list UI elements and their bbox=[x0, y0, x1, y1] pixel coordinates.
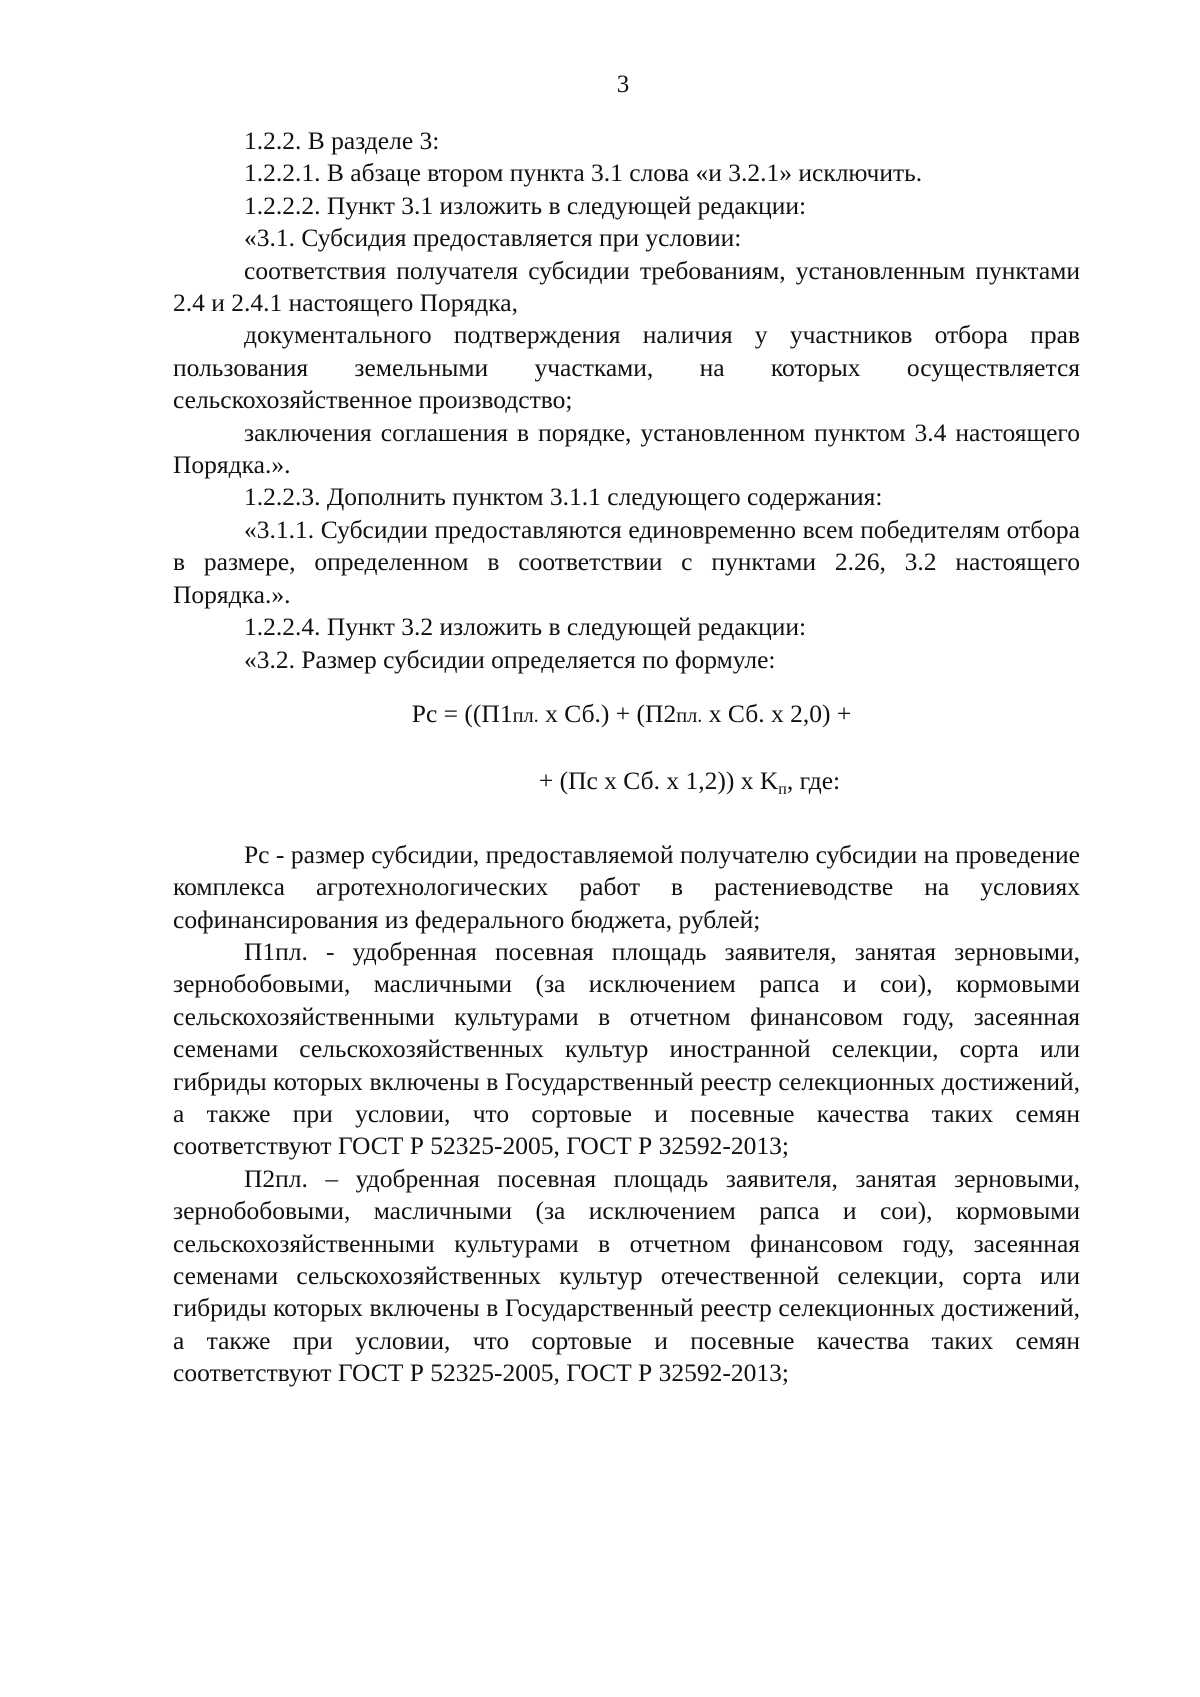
definition-rs: Рс - размер субсидии, предоставляемой получателю субсидии на проведение комплекса агротехнологических работ в растениеводстве на условиях софинансирования из федерального бюджета, рублей; bbox=[173, 839, 1080, 934]
formula-subscript: пл. bbox=[676, 704, 703, 727]
paragraph-1-2-2-2: 1.2.2.2. Пункт 3.1 изложить в следующей редакции: bbox=[244, 190, 807, 220]
formula-part: , где: bbox=[786, 766, 841, 796]
formula-part: Рс = ((П1 bbox=[411, 698, 513, 728]
paragraph-condition-1: соответствия получателя субсидии требованиям, установленным пунктами 2.4 и 2.4.1 настоящего Порядка, bbox=[173, 255, 1080, 318]
formula-line-2 bbox=[173, 765, 1080, 806]
paragraph-3-2-heading: «3.2. Размер субсидии определяется по формуле: bbox=[244, 644, 776, 674]
paragraph-1-2-2: 1.2.2. В разделе 3: bbox=[244, 126, 440, 155]
paragraph-1-2-2-4: 1.2.2.4. Пункт 3.2 изложить в следующей редакции: bbox=[244, 612, 807, 642]
formula-subscript: пл. bbox=[512, 704, 539, 727]
page-number: 3 bbox=[616, 71, 630, 98]
document-body bbox=[173, 125, 1080, 1390]
paragraph-1-2-2-3: 1.2.2.3. Дополнить пунктом 3.1.1 следующего содержания: bbox=[244, 482, 883, 512]
paragraph-3-1-1: «3.1.1. Субсидии предоставляются единовременно всем победителям отбора в размере, определенном в соответствии с пунктами 2.26, 3.2 настоящего Порядка.». bbox=[173, 514, 1080, 609]
definition-p2pl: П2пл. – удобренная посевная площадь заявителя, занятая зерновыми, зернобобовыми, масличными (за исключением рапса и сои), кормовыми сельскохозяйственными культурами в отчетном финансовом году, засеянная семенами сельскохозяйственных культур отечественной селекции, сорта или гибриды которых включены в Государственный реестр селекционных достижений, а также при условии, что сортовые и посевные качества таких семян соответствуют ГОСТ Р 52325-2005, ГОСТ Р 32592-2013; bbox=[173, 1163, 1080, 1388]
formula-part: х Сб.) + (П2 bbox=[538, 698, 677, 728]
paragraph-condition-3: заключения соглашения в порядке, установленном пунктом 3.4 настоящего Порядка.». bbox=[173, 417, 1080, 480]
formula-line-1 bbox=[173, 698, 1080, 732]
paragraph-3-1-heading: «3.1. Субсидия предоставляется при условии: bbox=[244, 223, 742, 253]
formula-part: х Сб. х 2,0) + bbox=[702, 698, 852, 728]
formula-subscript: п bbox=[778, 781, 787, 799]
paragraph-1-2-2-1: 1.2.2.1. В абзаце втором пункта 3.1 слова «и 3.2.1» исключить. bbox=[244, 158, 923, 188]
definition-p1pl: П1пл. - удобренная посевная площадь заявителя, занятая зерновыми, зернобобовыми, масличными (за исключением рапса и сои), кормовыми сельскохозяйственными культурами в отчетном финансовом году, засеянная семенами сельскохозяйственных культур иностранной селекции, сорта или гибриды которых включены в Государственный реестр селекционных достижений, а также при условии, что сортовые и посевные качества таких семян соответствуют ГОСТ Р 52325-2005, ГОСТ Р 32592-2013; bbox=[173, 936, 1080, 1161]
paragraph-condition-2: документального подтверждения наличия у участников отбора прав пользования земельными участками, на которых осуществляется сельскохозяйственное производство; bbox=[173, 320, 1080, 415]
formula-part: + (Пс х Сб. х 1,2)) х K bbox=[538, 766, 779, 796]
